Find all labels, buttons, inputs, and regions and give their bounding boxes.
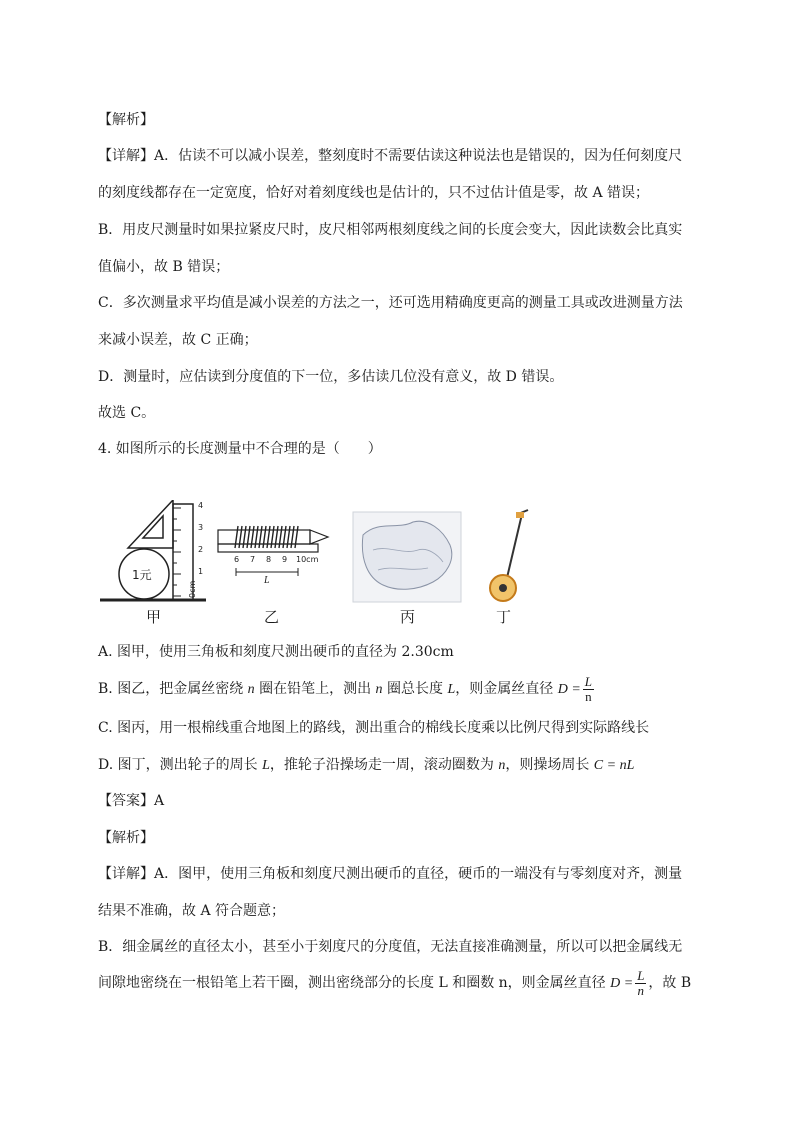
ruler-tick-1: 1 (198, 567, 204, 576)
detail-line-2: 的刻度线都存在一定宽度，恰好对着刻度线也是估计的，只不过估计值是零，故 A 错误； (98, 185, 650, 201)
option-d-text-3: ，则操场周长 (505, 757, 594, 773)
option-d-L: L (262, 758, 270, 773)
option-b-text-2: 圈在铅笔上，测出 (254, 681, 376, 697)
detail-line-4: 值偏小，故 B 错误； (98, 259, 230, 275)
answer-line: 【答案】A (98, 793, 165, 809)
ruler-ticks (173, 508, 181, 596)
q-detail-fraction-num: L (637, 967, 645, 983)
option-d-text-1: D. 图丁，测出轮子的周长 (98, 757, 263, 773)
coil-turns (235, 526, 298, 548)
option-a: A. 图甲，使用三角板和刻度尺测出硬币的直径为 2.30cm (98, 644, 454, 660)
option-b-formula-lhs: D = (557, 682, 581, 697)
ruler-tick-2: 2 (198, 545, 204, 554)
length-symbol: L (264, 575, 270, 586)
conclusion-line: 故选 C。 (98, 405, 156, 421)
figure-svg (98, 500, 548, 630)
figure-ding (490, 510, 528, 601)
option-b-fraction-num: L (584, 673, 592, 689)
figure-label-bing: 丙 (400, 608, 416, 626)
option-d-formula: C = nL (593, 758, 635, 773)
option-d-n: n (498, 758, 506, 773)
option-b-n2: n (375, 682, 383, 697)
figure-bing (353, 512, 461, 602)
option-b-n: n (247, 682, 255, 697)
question-stem: 4. 如图所示的长度测量中不合理的是（ ） (98, 441, 382, 457)
figure-label-yi: 乙 (264, 608, 280, 626)
detail-line-5: C．多次测量求平均值是减小误差的方法之一，还可选用精确度更高的测量工具或改进测量方法 (98, 295, 683, 311)
q-detail-line-3: B．细金属丝的直径太小，甚至小于刻度尺的分度值，无法直接准确测量，所以可以把金属线无 (98, 939, 683, 955)
coil-tick-9: 9 (282, 555, 288, 564)
analysis-heading-1: 【解析】 (98, 112, 154, 128)
detail-line-3: B．用皮尺测量时如果拉紧皮尺时，皮尺相邻两根刻度线之间的长度会变大，因此读数会比真实 (98, 222, 683, 238)
option-c: C. 图丙，用一根棉线重合地图上的路线，测出重合的棉线长度乘以比例尺得到实际路线长 (98, 720, 650, 736)
figure-label-jia: 甲 (146, 608, 162, 626)
option-b (98, 674, 596, 705)
ruler-tick-3: 3 (198, 523, 204, 532)
detail-line-7: D．测量时，应估读到分度值的下一位，多估读几位没有意义，故 D 错误。 (98, 369, 564, 385)
option-d-text-2: ，推轮子沿操场走一周，滚动圈数为 (269, 757, 499, 773)
coil-tick-10: 10cm (296, 555, 319, 564)
analysis-heading-2: 【解析】 (98, 830, 154, 846)
q-detail-line-2: 结果不准确，故 A 符合题意； (98, 903, 286, 919)
option-b-text-4: ，则金属丝直径 (455, 681, 558, 697)
q-detail-fraction (635, 969, 646, 998)
figure-label-ding: 丁 (496, 608, 512, 626)
option-b-text-3: 圈总长度 (382, 681, 448, 697)
coil-tick-7: 7 (250, 555, 256, 564)
q-detail-line-4-text: 间隙地密绕在一根铅笔上若干圈，测出密绕部分的长度 L 和圈数 n，则金属丝直径 (98, 975, 611, 991)
coil-tick-6: 6 (234, 555, 240, 564)
q-detail-fraction-den: n (637, 982, 645, 998)
q-detail-formula-lhs: D = (610, 976, 634, 991)
q-detail-line-4 (98, 968, 691, 999)
q-detail-line-4-end: ，故 B (648, 975, 692, 991)
ruler-tick-4: 4 (198, 501, 204, 510)
coin-text: 1元 (132, 568, 152, 582)
question-figure (98, 500, 548, 630)
option-b-fraction-den: n (585, 688, 592, 704)
coil-tick-8: 8 (266, 555, 272, 564)
option-d (98, 755, 634, 776)
detail-line-6: 来减小误差，故 C 正确； (98, 332, 258, 348)
option-b-text-1: B. 图乙，把金属丝密绕 (98, 681, 248, 697)
option-b-fraction (583, 675, 594, 704)
q-detail-line-1: 【详解】A．图甲，使用三角板和刻度尺测出硬币的直径，硬币的一端没有与零刻度对齐，测量 (98, 866, 683, 882)
ruler-tick-0: 0cm (188, 580, 197, 598)
option-b-L: L (447, 682, 456, 697)
detail-line-1: 【详解】A．估读不可以减小误差，整刻度时不需要估读这种说法也是错误的，因为任何刻度尺 (98, 148, 683, 164)
